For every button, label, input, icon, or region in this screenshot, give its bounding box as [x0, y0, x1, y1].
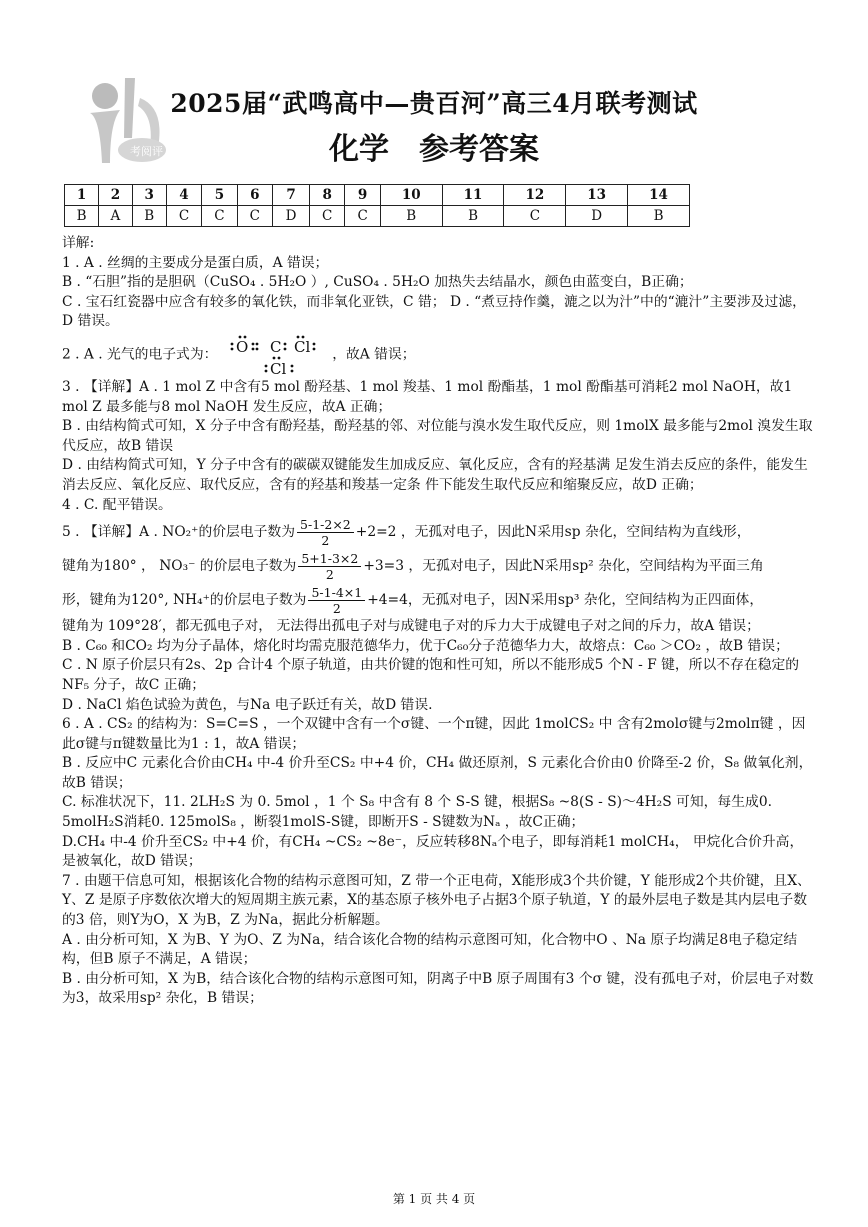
fraction-denominator: 2 [321, 533, 330, 549]
question-number-cell: 9 [345, 185, 380, 206]
q1-a: 1 . A . 丝绸的主要成分是蛋白质，A 错误； [62, 254, 329, 271]
fraction-denominator: 2 [332, 601, 341, 617]
fraction-numerator: 5-1-4×1 [308, 585, 365, 601]
svg-text:Cl: Cl [293, 337, 311, 356]
question-number-cell: 1 [65, 185, 99, 206]
answer-cell: D [273, 206, 310, 227]
question-number-cell: 6 [237, 185, 272, 206]
fraction-denominator: 2 [325, 567, 334, 583]
q7-b: B . 由分析可知，X 为B，结合该化合物的结构示意图可知，阴离子中B 原子周围有3 个σ 键，没有孤电子对，价层电子对数为3，故采用sp² 杂化，B 错误； [62, 970, 814, 1007]
question-number-cell: 11 [442, 185, 504, 206]
question-number-cell: 5 [202, 185, 237, 206]
svg-text:C: C [269, 337, 282, 356]
q4: 4 . C. 配平错误。 [62, 496, 172, 513]
q6-b: B . 反应中C 元素化合价由CH₄ 中-4 价升至CS₂ 中+4 价，CH₄ 做还原剂，S 元素化合价由0 价降至-2 价，S₈ 做氧化剂，故B 错误； [62, 755, 813, 791]
q5-text: +3=3 ，无孤对电子，因此N采用sp² 杂化，空间结构为平面三角 [363, 558, 764, 575]
answer-cell: B [132, 206, 166, 227]
doc-subtitle: 化学 参考答案 [329, 132, 539, 167]
question-number-cell: 8 [309, 185, 344, 206]
q5-text: +2=2 ，无孤对电子，因此N采用sp 杂化，空间结构为直线形， [355, 524, 751, 541]
answer-cell: A [99, 206, 133, 227]
answer-table-numbers [65, 185, 690, 206]
fraction [298, 551, 361, 582]
q6-c: C. 标准状况下，11. 2LH₂S 为 0. 5mol ，1 个 S₈ 中含有 8 个 S-S 键，根据S₈ ~8(S - S)～4H₂S 可知，每生成0. 5molH₂S消耗0. 125molS₈ ，断裂1molS-S键，即断开S - S键数为Nₐ ，故C正确； [62, 794, 772, 831]
q5-line2 [62, 549, 814, 583]
answer-cell: C [237, 206, 272, 227]
q5-c: C . N 原子价层只有2s、2p 合计4 个原子轨道，由共价键的饱和性可知，所以不能形成5 个N - F 键，所以不存在稳定的NF₅ 分子，故C 正确； [62, 657, 800, 693]
q5-line3 [62, 583, 814, 617]
fraction-numerator: 5-1-2×2 [297, 517, 354, 533]
q2-prefix: 2 . A . 光气的电子式为： [62, 346, 218, 363]
question-number-cell: 2 [99, 185, 133, 206]
question-number-cell: 3 [132, 185, 166, 206]
question-number-cell: 7 [273, 185, 310, 206]
question-number-cell: 14 [628, 185, 690, 206]
fraction-numerator: 5+1-3×2 [298, 551, 361, 567]
question-number-cell: 12 [504, 185, 566, 206]
q5-line1 [62, 515, 814, 549]
q5-b: B . C₆₀ 和CO₂ 均为分子晶体，熔化时均需克服范德华力，优于C₆₀分子范德华力大，故熔点：C₆₀ ＞CO₂ ，故B 错误； [62, 637, 789, 654]
answer-cell: C [309, 206, 344, 227]
q7-a: A . 由分析可知，X 为B、Y 为O、Z 为Na，结合该化合物的结构示意图可知，化合物中O 、Na 原子均满足8电子稳定结构，但B 原子不满足，A 错误； [62, 931, 798, 968]
q6-d: D.CH₄ 中-4 价升至CS₂ 中+4 价，有CH₄ ~CS₂ ~8e⁻，反应转移8Nₐ个电子，即每消耗1 molCH₄， 甲烷化合价升高，是被氧化，故D 错误； [62, 833, 804, 870]
q7-intro: 7 . 由题干信息可知，根据该化合物的结构示意图可知，Z 带一个正电荷，X能形成3个共价键，Y 能形成2个共价键，且X、Y、Z 是原子序数依次增大的短周期主族元素，X的基态原子核外电子占据3个原子轨道，Y 的最外层电子数是其内层电子数的3 倍，则Y为O，X 为B，Z 为Na，据此分析解题。 [62, 872, 811, 929]
q5-a-cont: 键角为 109°28′，都无孤电子对， 无法得出孤电子对与成键电子对的斥力大于成键电子对之间的斥力，故A 错误； [62, 618, 760, 635]
q5-text: 形，键角为120°, NH₄⁺的价层电子数为 [62, 592, 307, 609]
logo-text: 考阅评 [130, 145, 163, 158]
answer-cell: B [380, 206, 442, 227]
q5-text: 键角为180° ， NO₃⁻ 的价层电子数为 [62, 558, 297, 575]
q6-a: 6 . A . CS₂ 的结构为：S=C=S ，一个双键中含有一个σ键、一个π键，因此 1molCS₂ 中 含有2molσ键与2molπ键 ，因此σ键与π键数量比为1 : 1，故A 错误； [62, 716, 806, 752]
question-number-cell: 13 [566, 185, 628, 206]
q1-b: B . “石胆”指的是胆矾（CuSO₄ . 5H₂O ）, CuSO₄ . 5H₂O 加热失去结晶水，颜色由蓝变白，B正确； [62, 274, 693, 291]
answer-cell: B [628, 206, 690, 227]
q5-text: 5 . 【详解】A . NO₂⁺的价层电子数为 [62, 524, 296, 541]
q1-c: C . 宝石红瓷器中应含有较多的氧化铁，而非氧化亚铁，C 错； D . “煮豆持作羹，漉之以为汁”中的“漉汁”主要涉及过滤，D 错误。 [62, 293, 806, 330]
q5-d: D . NaCl 焰色试验为黄色，与Na 电子跃迁有关，故D 错误. [62, 696, 433, 713]
q5-text: +4=4，无孤对电子，因N采用sp³ 杂化，空间结构为正四面体， [367, 592, 764, 609]
q3-a: 3 . 【详解】A . 1 mol Z 中含有5 mol 酚羟基、1 mol 羧基、1 mol 酚酯基，1 mol 酚酯基可消耗2 mol NaOH，故1 mol Z 最多能与8 mol NaOH 发生反应，故A 正确； [62, 378, 793, 415]
svg-text:O: O [235, 337, 249, 356]
answer-table [64, 184, 690, 227]
page-footer: 第 1 页 共 4 页 [392, 1192, 476, 1206]
phosgene-lewis-structure [230, 332, 320, 378]
answer-cell: B [65, 206, 99, 227]
fraction [308, 585, 365, 616]
answer-table-answers [65, 206, 690, 227]
q2-suffix: ，故A 错误； [332, 346, 416, 363]
q3-d: D . 由结构简式可知，Y 分子中含有的碳碳双键能发生加成反应、氧化反应，含有的羟基满 足发生消去反应的条件，能发生消去反应、氧化反应、取代反应，含有的羟基和羧基一定条 件下能发生取代反应和缩聚反应，故D 正确； [62, 457, 808, 493]
question-number-cell: 10 [380, 185, 442, 206]
answer-cell: C [504, 206, 566, 227]
detail-label: 详解: [62, 235, 95, 251]
explanation-body [62, 234, 814, 1009]
answer-cell: B [442, 206, 504, 227]
q3-b: B . 由结构简式可知，X 分子中含有酚羟基，酚羟基的邻、对位能与溴水发生取代反应，则 1molX 最多能与2mol 溴发生取代反应，故B 错误 [62, 418, 813, 454]
answer-cell: C [166, 206, 201, 227]
question-number-cell: 4 [166, 185, 201, 206]
answer-cell: D [566, 206, 628, 227]
answer-cell: C [202, 206, 237, 227]
q2 [62, 332, 814, 378]
fraction [297, 517, 354, 548]
exam-title: 2025届“武鸣高中—贵百河”高三4月联考测试 [170, 89, 698, 118]
answer-cell: C [345, 206, 380, 227]
svg-text:Cl: Cl [269, 359, 287, 378]
